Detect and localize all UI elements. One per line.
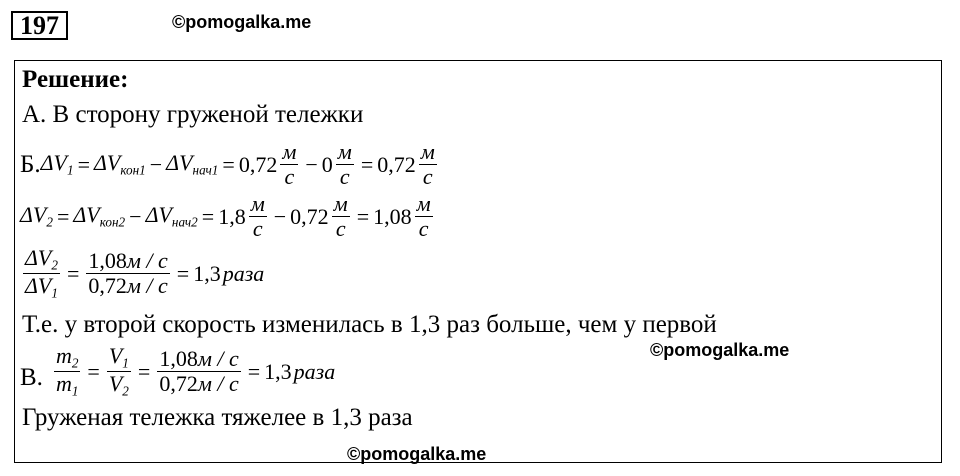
- watermark-top: ©pomogalka.me: [172, 12, 312, 32]
- dv2-value1: 1,8: [218, 203, 246, 229]
- dv1-value2: 0: [321, 151, 333, 177]
- dv2-term1: $\Delta V_{кон2}$: [73, 202, 126, 230]
- watermark-middle: ©pomogalka.me: [650, 340, 790, 360]
- equation-dv2: $\Delta V_2$ = $\Delta V_{кон2}$ − $\Delta V_{нач2}$ = 1,8 $\frac{м}{с}$ − 0,72 $\frac{м}{с}$ = 1,08 $\frac{м}{с}$: [20, 191, 431, 242]
- ratio-result: 1,3: [193, 260, 221, 286]
- problem-number: 197: [11, 11, 68, 40]
- ratio-value-fraction: $\frac{1,08м / с}{0,72м / с}$: [88, 247, 168, 299]
- equation-dv1: Б. $\Delta V_1$ = $\Delta V_{кон1}$ − $\Delta V_{нач1}$ = 0,72 $\frac{м}{с}$ − 0 $\frac{м}{с}$ = 0,72 $\frac{м}{с}$: [20, 139, 435, 190]
- dv2-lhs: $\Delta V_2$: [20, 202, 53, 230]
- solution-heading: Решение:: [22, 66, 129, 93]
- dv2-value2: 0,72: [290, 203, 329, 229]
- dv1-unit3: $\frac{м}{с}$: [420, 139, 435, 190]
- dv2-unit3: $\frac{м}{с}$: [416, 191, 431, 242]
- dv1-term2: $\Delta V_{нач1}$: [166, 150, 219, 178]
- label-b: Б.: [20, 150, 41, 178]
- mass-word: раза: [293, 358, 336, 384]
- conclusion-line: Т.е. у второй скорость изменилась в 1,3 раз больше, чем у первой: [22, 311, 717, 338]
- dv1-lhs: $\Delta V_1$: [40, 150, 74, 178]
- mass-value-fraction: $\frac{1,08м / с}{0,72м / с}$: [159, 345, 239, 397]
- dv1-term1: $\Delta V_{кон1}$: [93, 150, 146, 178]
- ratio-dv-fraction: $\frac{\Delta V_2}{\Delta V_1}$: [25, 245, 58, 301]
- dv1-value1: 0,72: [238, 151, 278, 177]
- dv2-unit1: $\frac{м}{с}$: [250, 191, 265, 242]
- dv1-result: 0,72: [377, 151, 416, 177]
- final-line: Груженая тележка тяжелее в 1,3 раза: [22, 404, 413, 431]
- mass-result: 1,3: [264, 358, 292, 384]
- equation-mass: В. $\frac{m_2}{m_1}$ = $\frac{V_1}{V_2}$ = $\frac{1,08м / с}{0,72м / с}$ = 1,3 раза: [20, 343, 336, 399]
- answer-a: А. В сторону груженой тележки: [22, 101, 364, 128]
- equation-ratio: $\frac{\Delta V_2}{\Delta V_1}$ = $\frac{1,08м / с}{0,72м / с}$ = 1,3 раза: [25, 245, 265, 301]
- dv1-unit1: $\frac{м}{с}$: [282, 139, 297, 190]
- ratio-word: раза: [222, 260, 265, 286]
- watermark-bottom: ©pomogalka.me: [347, 444, 487, 464]
- dv2-result: 1,08: [373, 203, 412, 229]
- mass-fraction: $\frac{m_2}{m_1}$: [55, 343, 79, 399]
- label-v: В.: [20, 363, 43, 391]
- dv1-unit2: $\frac{м}{с}$: [337, 139, 352, 190]
- velocity-fraction: $\frac{V_1}{V_2}$: [108, 343, 129, 399]
- dv2-unit2: $\frac{м}{с}$: [333, 191, 348, 242]
- dv2-term2: $\Delta V_{нач2}$: [145, 202, 198, 230]
